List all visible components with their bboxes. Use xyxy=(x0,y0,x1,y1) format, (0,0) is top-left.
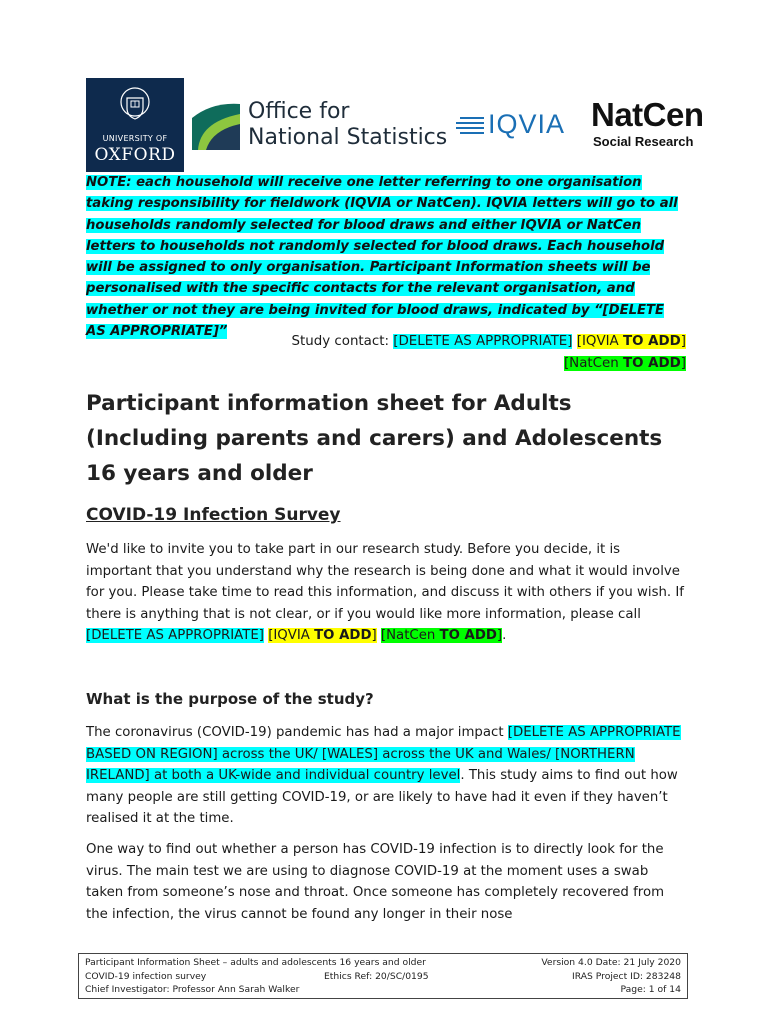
purpose-highlight: [DELETE AS APPROPRIATE BASED ON REGION] across the UK/ [WALES] across the UK and Wales/ [NORTHERN IRELAND] at both a UK-wide and individual country level xyxy=(86,725,681,784)
survey-heading: COVID-19 Infection Survey xyxy=(86,505,341,525)
intro-delete: [DELETE AS APPROPRIATE] xyxy=(86,628,264,644)
ons-logo xyxy=(190,96,450,158)
intro-natcen xyxy=(381,628,502,643)
page-footer xyxy=(78,953,688,999)
ons-logo-line1: Office for xyxy=(248,99,350,124)
document-title: Participant information sheet for Adults (Including parents and carers) and Adolescents 16 years and older xyxy=(86,391,663,486)
study-contact-delete: [DELETE AS APPROPRIATE] xyxy=(393,334,573,349)
ons-logo-line2: National Statistics xyxy=(248,125,448,150)
iqvia-logo-text: IQVIA xyxy=(488,109,566,139)
footer-line3-right: Page: 1 of 14 xyxy=(620,984,681,995)
purpose-heading: What is the purpose of the study? xyxy=(86,690,374,708)
intro-paragraph xyxy=(86,539,688,647)
study-contact-natcen xyxy=(564,356,686,371)
natcen-logo-line1: NatCen xyxy=(591,96,704,133)
intro-text: We'd like to invite you to take part in our research study. Before you decide, it is important that you understand why the research is being done and what it would involve for you. Please take time to read this information, and discuss it with others if you wish. If there is anything that is not clear, or if you would like more information, please call xyxy=(86,542,684,622)
note-block xyxy=(86,172,686,342)
intro-iqvia xyxy=(268,628,377,643)
study-contact xyxy=(86,331,686,375)
intro-natcen-close: ] xyxy=(496,628,503,644)
study-contact-iqvia xyxy=(577,334,686,349)
purpose-text2: . This study aims to find out how many people are still getting COVID-19, or are likely to have had it even if they haven’t realised it at the time. xyxy=(86,768,678,827)
ons-mark-icon xyxy=(190,100,242,152)
study-contact-natcen-bold: TO ADD xyxy=(622,356,681,371)
footer-line2-right: IRAS Project ID: 283248 xyxy=(572,970,681,982)
study-contact-iqvia-bold: TO ADD xyxy=(622,334,681,349)
footer-ethics: Ethics Ref: 20/SC/0195 xyxy=(324,970,429,982)
oxford-logo xyxy=(86,78,184,172)
purpose-paragraph xyxy=(86,722,688,830)
oxford-crest-icon xyxy=(119,86,151,126)
intro-natcen-bold: TO ADD xyxy=(439,628,497,644)
study-contact-iqvia-close: ] xyxy=(680,334,686,349)
oxford-logo-line1: UNIVERSITY OF xyxy=(102,134,168,143)
purpose-text1: The coronavirus (COVID-19) pandemic has had a major impact xyxy=(86,725,508,740)
footer-line1-right: Version 4.0 Date: 21 July 2020 xyxy=(541,957,681,968)
study-contact-label: Study contact: xyxy=(291,334,394,349)
natcen-logo xyxy=(591,96,721,156)
footer-line1-left: Participant Information Sheet – adults and adolescents 16 years and older xyxy=(85,957,426,968)
footer-line3-left: Chief Investigator: Professor Ann Sarah Walker xyxy=(85,984,300,995)
study-contact-natcen-open: [NatCen xyxy=(563,356,623,371)
intro-end: . xyxy=(502,628,507,644)
natcen-logo-line2: Social Research xyxy=(593,134,694,149)
intro-iqvia-bold: TO ADD xyxy=(314,628,372,644)
oxford-logo-line2: OXFORD xyxy=(94,145,176,165)
intro-iqvia-close: ] xyxy=(371,628,377,644)
note-text: NOTE: each household will receive one letter referring to one organisation taking responsibility for fieldwork (IQVIA or NatCen). IQVIA letters will go to all households randomly selected for blood draws and either IQVIA or NatCen letters to households not randomly selected for blood draws. Each household will be assigned to only organisation. Participant Information sheets will be personalised with the specific contacts for the relevant organisation, and whether or not they are being invited for blood draws, indicated by “[DELETE AS APPROPRIATE]” xyxy=(86,175,678,340)
study-contact-natcen-close: ] xyxy=(680,356,686,371)
iqvia-logo xyxy=(454,108,584,140)
footer-right xyxy=(541,956,681,997)
footer-line2-left: COVID-19 infection survey xyxy=(85,970,207,982)
study-contact-iqvia-open: [IQVIA xyxy=(576,334,623,349)
iqvia-lines-icon xyxy=(454,116,486,134)
intro-iqvia-open: [IQVIA xyxy=(268,628,315,644)
intro-natcen-open: [NatCen xyxy=(380,628,440,644)
diagnosis-paragraph: One way to find out whether a person has COVID-19 infection is to directly look for the virus. The main test we are using to diagnose COVID-19 at the moment uses a swab taken from someone’s nose and throat. Once someone has completely recovered from the infection, the virus cannot be found any longer in their nose xyxy=(86,842,665,922)
logo-bar xyxy=(86,78,716,173)
